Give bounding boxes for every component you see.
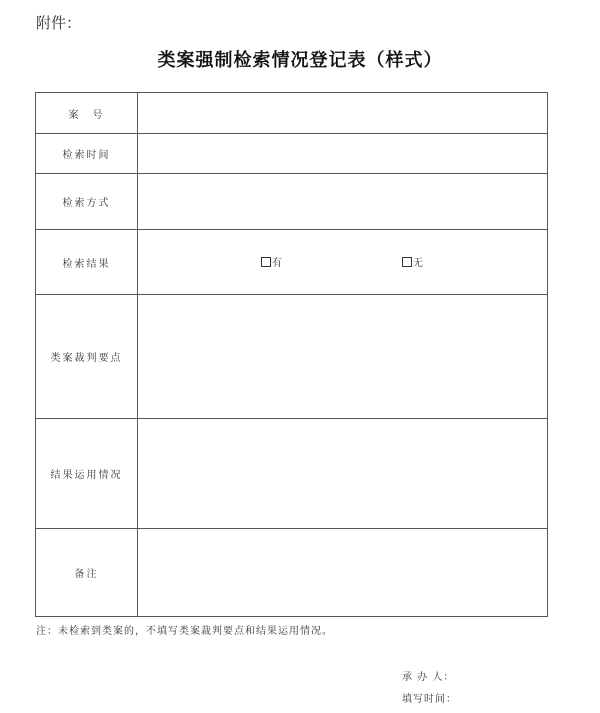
- result-no-label: 无: [413, 258, 423, 269]
- table-row: [36, 134, 548, 174]
- remarks-field[interactable]: [138, 529, 548, 617]
- case-ruling-points-field[interactable]: [138, 295, 548, 419]
- search-time-label: 检索时间: [36, 134, 138, 174]
- remarks-label: 备注: [36, 529, 138, 617]
- attachment-label: 附件：: [36, 14, 82, 32]
- checkbox-icon[interactable]: [261, 257, 271, 267]
- table-row: [36, 295, 548, 419]
- search-method-label: 检索方式: [36, 174, 138, 230]
- case-number-field[interactable]: [138, 93, 548, 134]
- case-number-label: 案 号: [36, 93, 138, 134]
- search-method-field[interactable]: [138, 174, 548, 230]
- search-time-field[interactable]: [138, 134, 548, 174]
- result-application-field[interactable]: [138, 419, 548, 529]
- table-row: [36, 174, 548, 230]
- table-row: [36, 529, 548, 617]
- result-no-option[interactable]: [402, 254, 423, 269]
- result-application-label: 结果运用情况: [36, 419, 138, 529]
- fill-time-label: 填写时间：: [402, 694, 457, 705]
- result-yes-label: 有: [272, 258, 282, 269]
- footnote: 注：未检索到类案的，不填写类案裁判要点和结果运用情况。: [36, 626, 333, 637]
- case-ruling-points-label: 类案裁判要点: [36, 295, 138, 419]
- search-result-label: 检索结果: [36, 230, 138, 295]
- registration-form-table: [35, 92, 548, 617]
- result-yes-option[interactable]: [261, 254, 282, 269]
- checkbox-icon[interactable]: [402, 257, 412, 267]
- search-result-field: [138, 230, 548, 295]
- handler-label: 承 办 人：: [402, 672, 455, 683]
- table-row: [36, 230, 548, 295]
- table-row: [36, 419, 548, 529]
- table-row: [36, 93, 548, 134]
- form-title: 类案强制检索情况登记表（样式）: [157, 50, 443, 71]
